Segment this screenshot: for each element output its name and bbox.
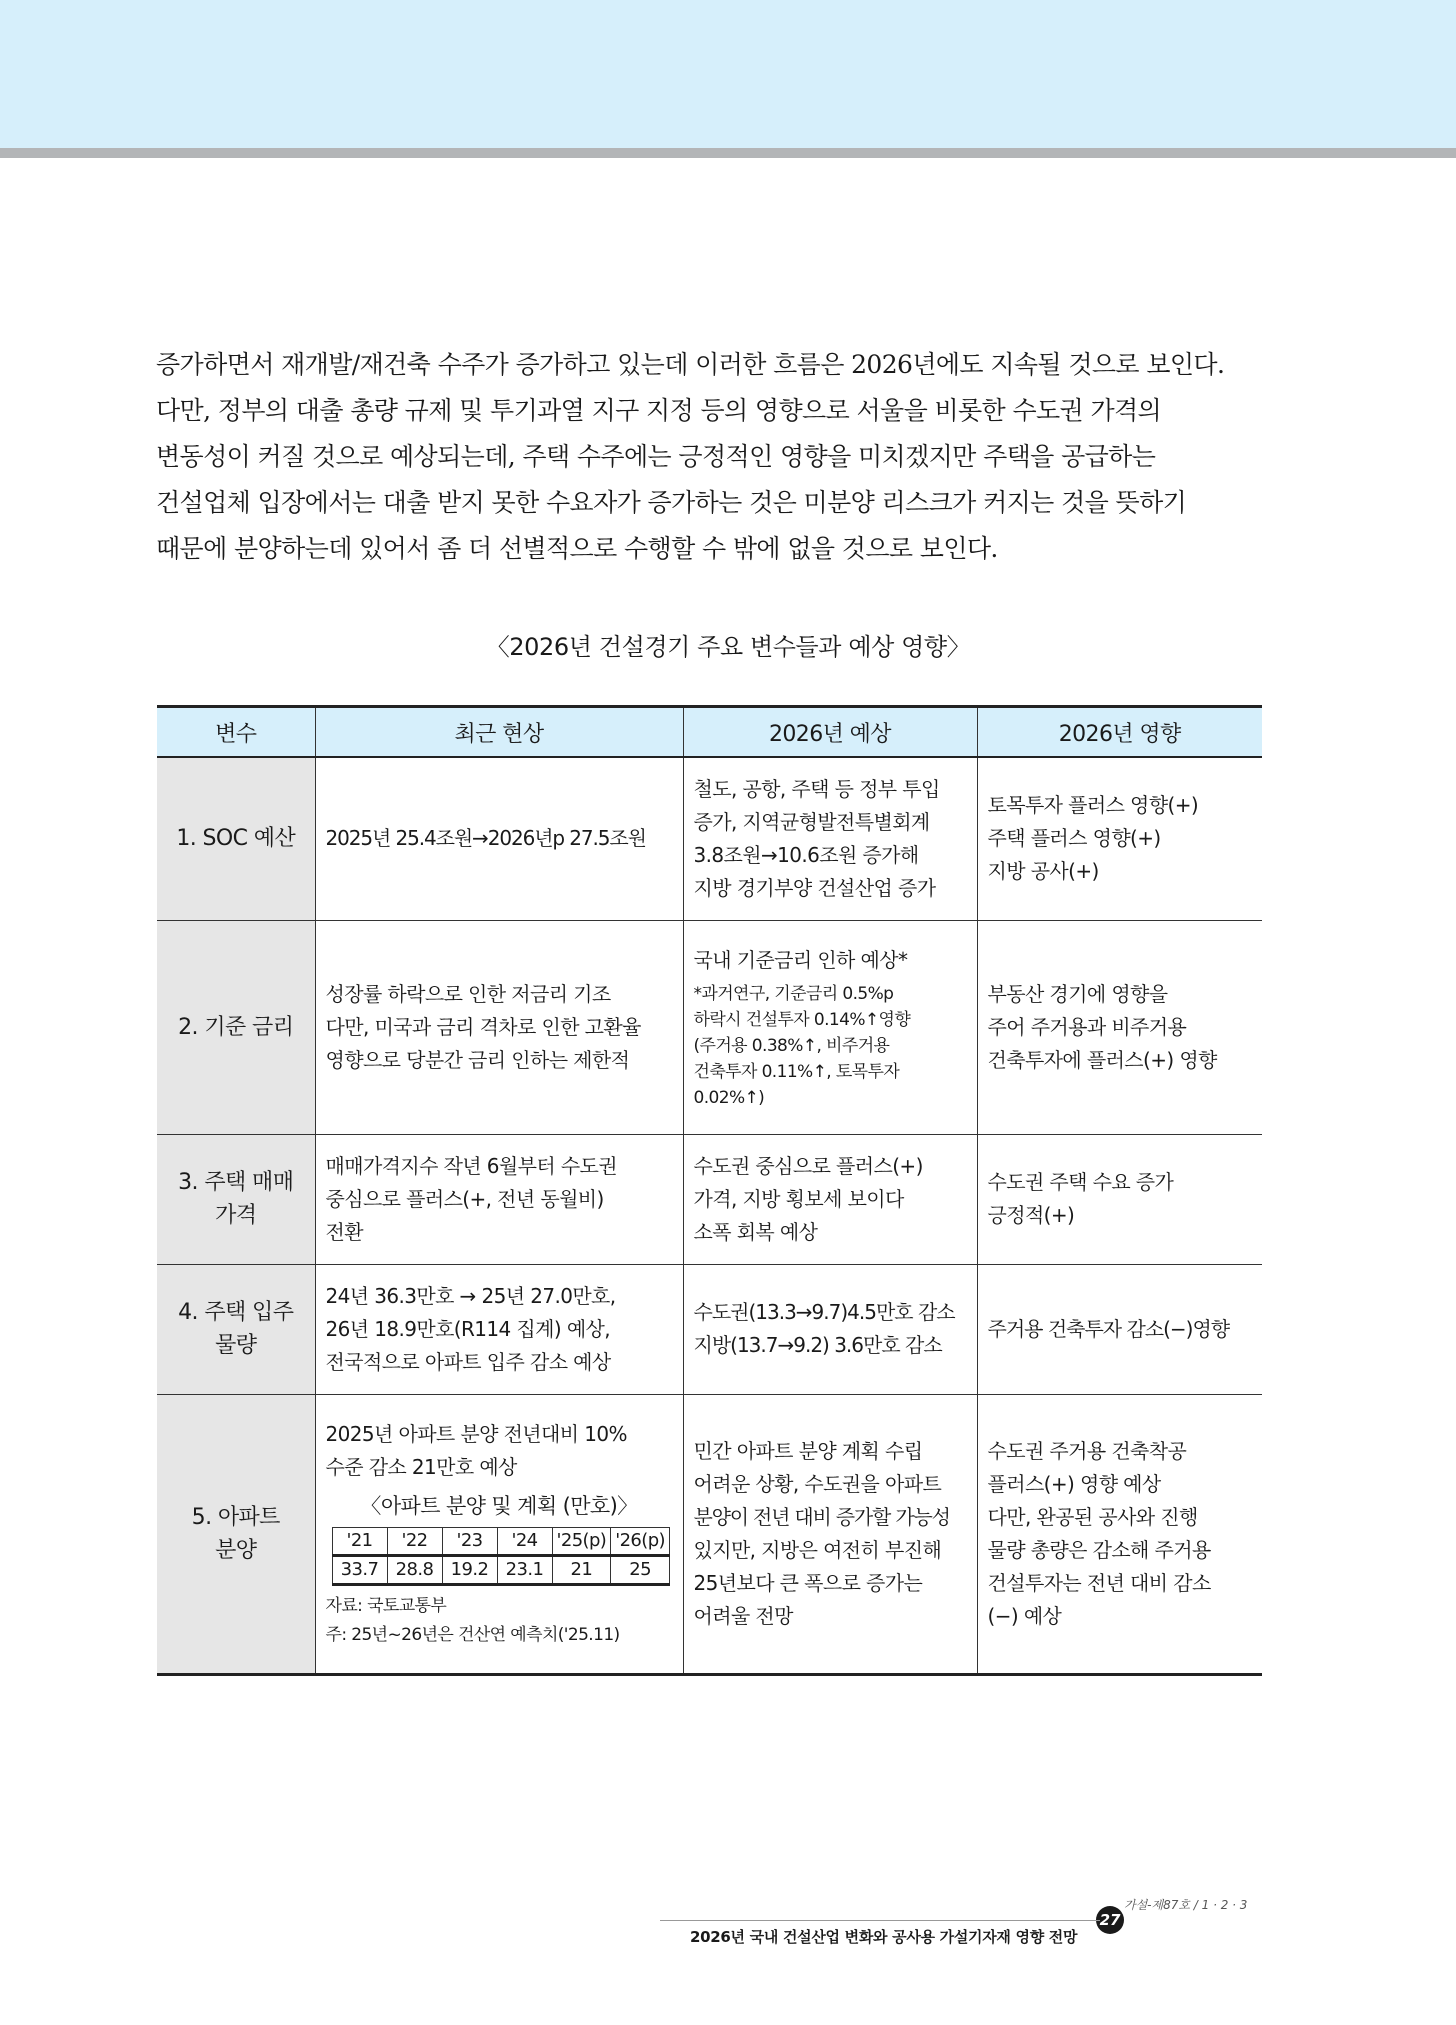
recent-cell: 2025년 25.4조원→2026년p 27.5조원 xyxy=(315,757,683,920)
body-paragraph xyxy=(156,342,1260,572)
mini-table-title: 〈아파트 분양 및 계획 (만호)〉 xyxy=(360,1493,638,1518)
forecast-cell: 민간 아파트 분양 계획 수립 어려운 상황, 수도권을 아파트 분양이 전년 대비 증가할 가능성 있지만, 지방은 여전히 부진해 25년보다 큰 폭으로 증가는 어려울 전망 xyxy=(683,1394,977,1674)
recent-cell: 매매가격지수 작년 6월부터 수도권 중심으로 플러스(+, 전년 동월비) 전환 xyxy=(315,1134,683,1264)
apartment-supply-table xyxy=(332,1527,670,1586)
variable-cell: 5. 아파트 분양 xyxy=(157,1394,315,1674)
page-number: 27 xyxy=(1096,1906,1124,1934)
variable-cell: 2. 기준 금리 xyxy=(157,920,315,1134)
impact-cell: 주거용 건축투자 감소(−)영향 xyxy=(977,1264,1262,1394)
mini-year-row: '21 '22 '23 '24 '25(p) '26(p) xyxy=(332,1527,669,1555)
forecast-cell: 수도권 중심으로 플러스(+) 가격, 지방 횡보세 보이다 소폭 회복 예상 xyxy=(683,1134,977,1264)
impact-cell: 수도권 주택 수요 증가 긍정적(+) xyxy=(977,1134,1262,1264)
variables-table xyxy=(157,705,1262,1676)
recent-cell: 24년 36.3만호 → 25년 27.0만호, 26년 18.9만호(R114 집계) 예상, 전국적으로 아파트 입주 감소 예상 xyxy=(315,1264,683,1394)
variable-cell: 4. 주택 입주 물량 xyxy=(157,1264,315,1394)
header-variable: 변수 xyxy=(157,707,315,758)
footer-divider xyxy=(660,1920,1100,1921)
footnote: 주: 25년~26년은 건산연 예측치('25.11) xyxy=(325,1624,620,1645)
forecast-cell: 수도권(13.3→9.7)4.5만호 감소 지방(13.7→9.2) 3.6만호 감소 xyxy=(683,1264,977,1394)
impact-cell: 부동산 경기에 영향을 주어 주거용과 비주거용 건축투자에 플러스(+) 영향 xyxy=(977,920,1262,1134)
paragraph-line: 다만, 정부의 대출 총량 규제 및 투기과열 지구 지정 등의 영향으로 서울을 비롯한 수도권 가격의 xyxy=(156,396,1162,425)
variable-cell: 1. SOC 예산 xyxy=(157,757,315,920)
header-band xyxy=(0,0,1456,148)
mini-value-row: 33.7 28.8 19.2 23.1 21 25 xyxy=(332,1555,669,1584)
paragraph-line: 때문에 분양하는데 있어서 좀 더 선별적으로 수행할 수 밖에 없을 것으로 보인다. xyxy=(156,534,998,563)
forecast-cell: 철도, 공항, 주택 등 정부 투입 증가, 지역균형발전특별회계 3.8조원→10.6조원 증가해 지방 경기부양 건설산업 증가 xyxy=(683,757,977,920)
paragraph-line: 건설업체 입장에서는 대출 받지 못한 수요자가 증가하는 것은 미분양 리스크가 커지는 것을 뜻하기 xyxy=(156,488,1187,517)
recent-cell: 성장률 하락으로 인한 저금리 기조 다만, 미국과 금리 격차로 인한 고환율 영향으로 당분간 금리 인하는 제한적 xyxy=(315,920,683,1134)
footer-title: 2026년 국내 건설산업 변화와 공사용 가설기자재 영향 전망 xyxy=(690,1928,1078,1946)
source-note: 자료: 국토교통부 xyxy=(325,1595,447,1616)
footer-chapter: 가설-제87호 / 1 · 2 · 3 xyxy=(1124,1898,1248,1912)
header-forecast: 2026년 예상 xyxy=(683,707,977,758)
paragraph-line: 증가하면서 재개발/재건축 수주가 증가하고 있는데 이러한 흐름은 2026년에도 지속될 것으로 보인다. xyxy=(156,350,1225,379)
header-impact: 2026년 영향 xyxy=(977,707,1262,758)
recent-cell: 2025년 아파트 분양 전년대비 10% 수준 감소 21만호 예상 〈아파트 분양 및 계획 (만호)〉 '21 '22 '23 '24 '25(p) '26(p) 33.7 28.8 19.2 23.1 21 25 자료: 국토교통부 주: 25년~26년은 건산연 예측치('25.11) xyxy=(315,1394,683,1674)
table-header-row xyxy=(157,707,1262,758)
header-rule xyxy=(0,148,1456,158)
variable-cell: 3. 주택 매매 가격 xyxy=(157,1134,315,1264)
header-recent: 최근 현상 xyxy=(315,707,683,758)
forecast-cell: 국내 기준금리 인하 예상* *과거연구, 기준금리 0.5%p 하락시 건설투자 0.14%↑영향 (주거용 0.38%↑, 비주거용 건축투자 0.11%↑, 토목투자 0.02%↑) xyxy=(683,920,977,1134)
table-row xyxy=(157,920,1262,1134)
table-row xyxy=(157,757,1262,920)
impact-cell: 수도권 주거용 건축착공 플러스(+) 영향 예상 다만, 완공된 공사와 진행 물량 총량은 감소해 주거용 건설투자는 전년 대비 감소 (−) 예상 xyxy=(977,1394,1262,1674)
paragraph-line: 변동성이 커질 것으로 예상되는데, 주택 수주에는 긍정적인 영향을 미치겠지만 주택을 공급하는 xyxy=(156,442,1156,471)
table-row xyxy=(157,1134,1262,1264)
table-row xyxy=(157,1264,1262,1394)
table-row xyxy=(157,1394,1262,1674)
impact-cell: 토목투자 플러스 영향(+) 주택 플러스 영향(+) 지방 공사(+) xyxy=(977,757,1262,920)
table-title: 〈2026년 건설경기 주요 변수들과 예상 영향〉 xyxy=(485,633,971,661)
